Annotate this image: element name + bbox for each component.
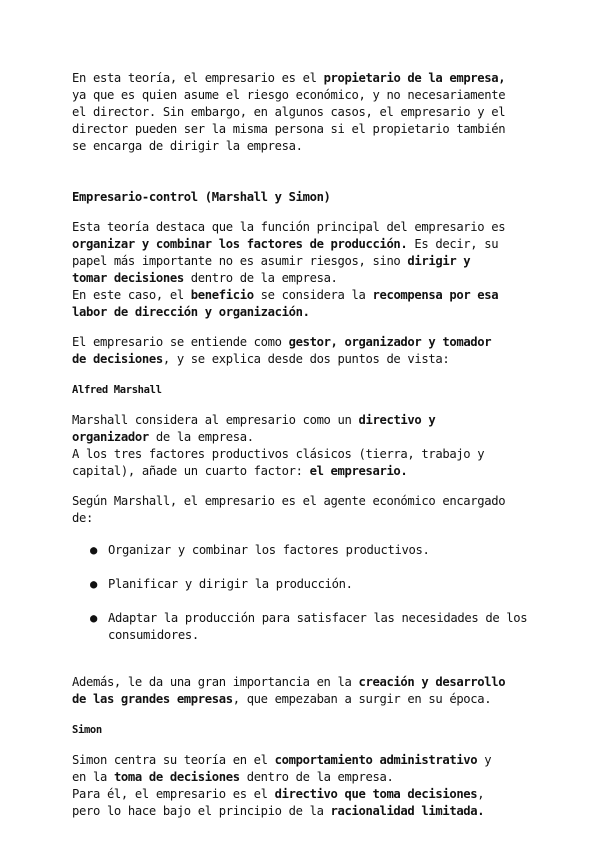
text-span: Es decir, su papel más importante no es asumir riesgos, sino	[72, 237, 499, 268]
text-span: de la empresa.	[148, 430, 254, 444]
intro-text: En esta teoría, el empresario es el	[72, 71, 324, 85]
marshall-paragraph-3: Según Marshall, el empresario es el agente económico encargado de:	[72, 494, 506, 525]
text-span: En este caso, el	[72, 288, 191, 302]
text-span: dentro de la empresa.	[239, 770, 394, 784]
bold-span: racionalidad limitada.	[330, 804, 485, 818]
marshall-paragraph-1	[72, 412, 532, 446]
bold-span: recompensa por esa labor de dirección y organización.	[72, 288, 499, 319]
bullet-icon: ●	[90, 611, 97, 625]
simon-paragraph-1	[72, 752, 532, 786]
marshall-paragraph-2	[72, 446, 532, 480]
list-item	[72, 542, 532, 559]
text-span: Esta teoría destaca que la función principal del empresario es	[72, 220, 506, 234]
list-item	[72, 610, 532, 644]
text-span: , pero lo hace bajo el principio de la	[72, 787, 485, 818]
text-span: Para él, el empresario es el	[72, 787, 275, 801]
intro-bold: propietario de la empresa,	[323, 71, 506, 85]
bold-span: el empresario.	[309, 464, 408, 478]
bullet-icon: ●	[90, 577, 97, 591]
section-title: Empresario-control (Marshall y Simon)	[72, 190, 331, 204]
bold-span: toma de decisiones	[113, 770, 240, 784]
text-span: , que empezaban a surgir en su época.	[232, 692, 492, 706]
list-item-text: Planificar y dirigir la producción.	[108, 577, 353, 591]
text-span: y en la	[72, 753, 492, 784]
text-span: El empresario se entiende como	[72, 335, 289, 349]
paragraph-benefit	[72, 287, 532, 321]
bold-span: creación y desarrollo de las grandes empresas	[72, 675, 506, 706]
list-item-text: Adaptar la producción para satisfacer las necesidades de los consumidores.	[108, 611, 528, 642]
intro-paragraph	[72, 70, 532, 155]
text-span: dentro de la empresa.	[183, 271, 338, 285]
list-item	[72, 576, 532, 593]
simon-paragraph-2	[72, 786, 532, 820]
bold-span: dirigir y tomar decisiones	[72, 254, 471, 285]
simon-heading: Simon	[72, 724, 102, 736]
list-item-text: Organizar y combinar los factores productivos.	[108, 543, 430, 557]
document-page	[72, 70, 532, 820]
intro-text-rest: ya que es quien asume el riesgo económico, y no necesariamente el director. Sin embargo, en algunos casos, el empresario y el director pueden ser la misma persona si el propietario también se encarga de dirigir la empresa.	[72, 88, 506, 153]
text-span: A los tres factores productivos clásicos (tierra, trabajo y capital), añade un cuarto factor:	[72, 447, 485, 478]
marshall-heading: Alfred Marshall	[72, 384, 162, 396]
bold-span: directivo y organizador	[72, 413, 436, 444]
bold-span: beneficio	[190, 288, 254, 302]
text-span: Además, le da una gran importancia en la	[72, 675, 359, 689]
bold-span: organizar y combinar los factores de producción.	[72, 237, 408, 251]
marshall-bullet-list	[72, 542, 532, 644]
text-span: Marshall considera al empresario como un	[72, 413, 359, 427]
bullet-icon: ●	[90, 543, 97, 557]
text-span: , y se explica desde dos puntos de vista:	[162, 352, 450, 366]
paragraph-roles	[72, 334, 532, 368]
text-span: Simon centra su teoría en el	[72, 753, 275, 767]
bold-span: gestor, organizador y tomador de decisiones	[72, 335, 492, 366]
text-span: se considera la	[253, 288, 373, 302]
marshall-paragraph-4	[72, 674, 532, 708]
bold-span: comportamiento administrativo	[274, 753, 478, 767]
bold-span: directivo que toma decisiones	[274, 787, 478, 801]
paragraph-function	[72, 219, 532, 287]
